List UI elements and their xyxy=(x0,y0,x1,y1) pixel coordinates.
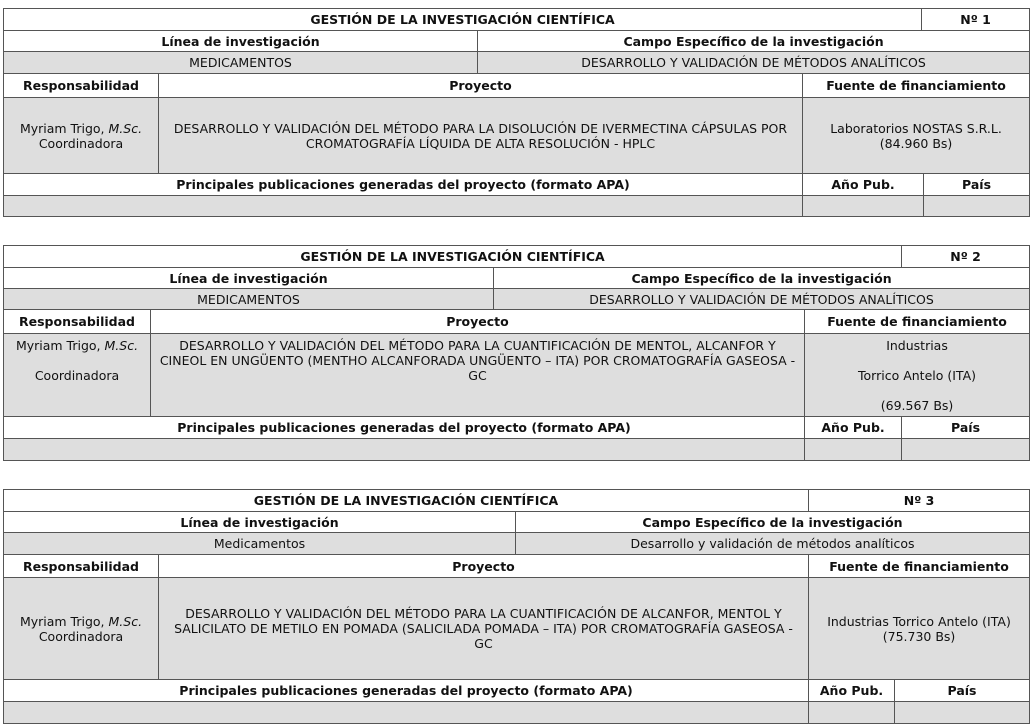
campo-label: Campo Específico de la investigación xyxy=(516,512,1030,533)
linea-value: MEDICAMENTOS xyxy=(4,52,478,74)
responsable-cell xyxy=(4,578,159,680)
responsable-title: M.Sc. xyxy=(108,120,143,136)
linea-value: MEDICAMENTOS xyxy=(4,289,494,310)
card-header: GESTIÓN DE LA INVESTIGACIÓN CIENTÍFICA xyxy=(4,246,902,268)
anio-pub-label: Año Pub. xyxy=(809,680,895,702)
publicaciones-label: Principales publicaciones generadas del proyecto (formato APA) xyxy=(4,680,809,702)
linea-label: Línea de investigación xyxy=(4,512,516,533)
fuente-amount: (84.960 Bs) xyxy=(879,135,953,151)
proyecto-text: DESARROLLO Y VALIDACIÓN DEL MÉTODO PARA LA CUANTIFICACIÓN DE MENTOL, ALCANFOR Y CINEOL EN UNGÜENTO (MENTHO ALCANFORADA UNGÜENTO – ITA) POR CROMATOGRAFÍA GASEOSA - GC xyxy=(151,334,805,417)
fuente-name: Industrias xyxy=(886,338,948,353)
pais-label: País xyxy=(895,680,1030,702)
responsable-role: Coordinadora xyxy=(38,135,124,151)
campo-label: Campo Específico de la investigación xyxy=(494,268,1030,289)
fuente-label: Fuente de financiamiento xyxy=(803,74,1030,98)
fuente-cell xyxy=(803,98,1030,174)
responsable-cell xyxy=(4,98,159,174)
card-number: Nº 2 xyxy=(902,246,1030,268)
anio-pub-label: Año Pub. xyxy=(805,417,902,439)
fuente-name: Industrias Torrico Antelo (ITA) xyxy=(827,613,1011,629)
pais-label: País xyxy=(924,174,1030,196)
responsable-name: Myriam Trigo, xyxy=(19,613,105,629)
card-number: Nº 1 xyxy=(922,9,1030,31)
responsable-name: Myriam Trigo, xyxy=(15,338,101,353)
campo-value: Desarrollo y validación de métodos analíticos xyxy=(516,533,1030,555)
responsable-cell xyxy=(4,334,151,417)
proyecto-text: DESARROLLO Y VALIDACIÓN DEL MÉTODO PARA LA DISOLUCIÓN DE IVERMECTINA CÁPSULAS POR CROMATOGRAFÍA LÍQUIDA DE ALTA RESOLUCIÓN - HPLC xyxy=(159,98,803,174)
anio-pub-value xyxy=(803,196,924,217)
responsabilidad-label: Responsabilidad xyxy=(4,74,159,98)
responsable-name-line xyxy=(20,121,142,136)
anio-pub-label: Año Pub. xyxy=(803,174,924,196)
fuente-amount: (69.567 Bs) xyxy=(880,398,954,413)
card-number: Nº 3 xyxy=(809,490,1030,512)
publicaciones-value xyxy=(4,439,805,461)
publicaciones-value xyxy=(4,196,803,217)
fuente-amount: (75.730 Bs) xyxy=(882,628,956,644)
fuente-name-line2: Torrico Antelo (ITA) xyxy=(858,368,977,383)
pais-value xyxy=(902,439,1030,461)
proyecto-text: DESARROLLO Y VALIDACIÓN DEL MÉTODO PARA LA CUANTIFICACIÓN DE ALCANFOR, MENTOL Y SALICILATO DE METILO EN POMADA (SALICILADA POMADA – ITA) POR CROMATOGRAFÍA GASEOSA - GC xyxy=(159,578,809,680)
fuente-cell xyxy=(809,578,1030,680)
responsable-name: Myriam Trigo, xyxy=(19,120,105,136)
project-card-3 xyxy=(3,489,1030,724)
campo-value: DESARROLLO Y VALIDACIÓN DE MÉTODOS ANALÍTICOS xyxy=(478,52,1030,74)
card-header: GESTIÓN DE LA INVESTIGACIÓN CIENTÍFICA xyxy=(4,9,922,31)
proyecto-label: Proyecto xyxy=(159,555,809,578)
fuente-label: Fuente de financiamiento xyxy=(809,555,1030,578)
publicaciones-label: Principales publicaciones generadas del proyecto (formato APA) xyxy=(4,417,805,439)
fuente-name: Laboratorios NOSTAS S.R.L. xyxy=(830,120,1002,136)
fuente-cell xyxy=(805,334,1030,417)
project-card-2 xyxy=(3,245,1030,461)
card-header: GESTIÓN DE LA INVESTIGACIÓN CIENTÍFICA xyxy=(4,490,809,512)
anio-pub-value xyxy=(805,439,902,461)
responsable-title: M.Sc. xyxy=(104,338,139,353)
proyecto-label: Proyecto xyxy=(159,74,803,98)
publicaciones-label: Principales publicaciones generadas del proyecto (formato APA) xyxy=(4,174,803,196)
responsable-name-line xyxy=(20,614,142,629)
responsable-role: Coordinadora xyxy=(34,368,120,383)
proyecto-label: Proyecto xyxy=(151,310,805,334)
project-card-1 xyxy=(3,8,1030,217)
responsable-role: Coordinadora xyxy=(38,628,124,644)
linea-value: Medicamentos xyxy=(4,533,516,555)
responsabilidad-label: Responsabilidad xyxy=(4,555,159,578)
responsabilidad-label: Responsabilidad xyxy=(4,310,151,334)
campo-value: DESARROLLO Y VALIDACIÓN DE MÉTODOS ANALÍTICOS xyxy=(494,289,1030,310)
anio-pub-value xyxy=(809,702,895,724)
responsable-title: M.Sc. xyxy=(108,613,143,629)
pais-label: País xyxy=(902,417,1030,439)
fuente-label: Fuente de financiamiento xyxy=(805,310,1030,334)
pais-value xyxy=(924,196,1030,217)
linea-label: Línea de investigación xyxy=(4,31,478,52)
responsable-name-line xyxy=(16,338,138,353)
pais-value xyxy=(895,702,1030,724)
publicaciones-value xyxy=(4,702,809,724)
campo-label: Campo Específico de la investigación xyxy=(478,31,1030,52)
linea-label: Línea de investigación xyxy=(4,268,494,289)
